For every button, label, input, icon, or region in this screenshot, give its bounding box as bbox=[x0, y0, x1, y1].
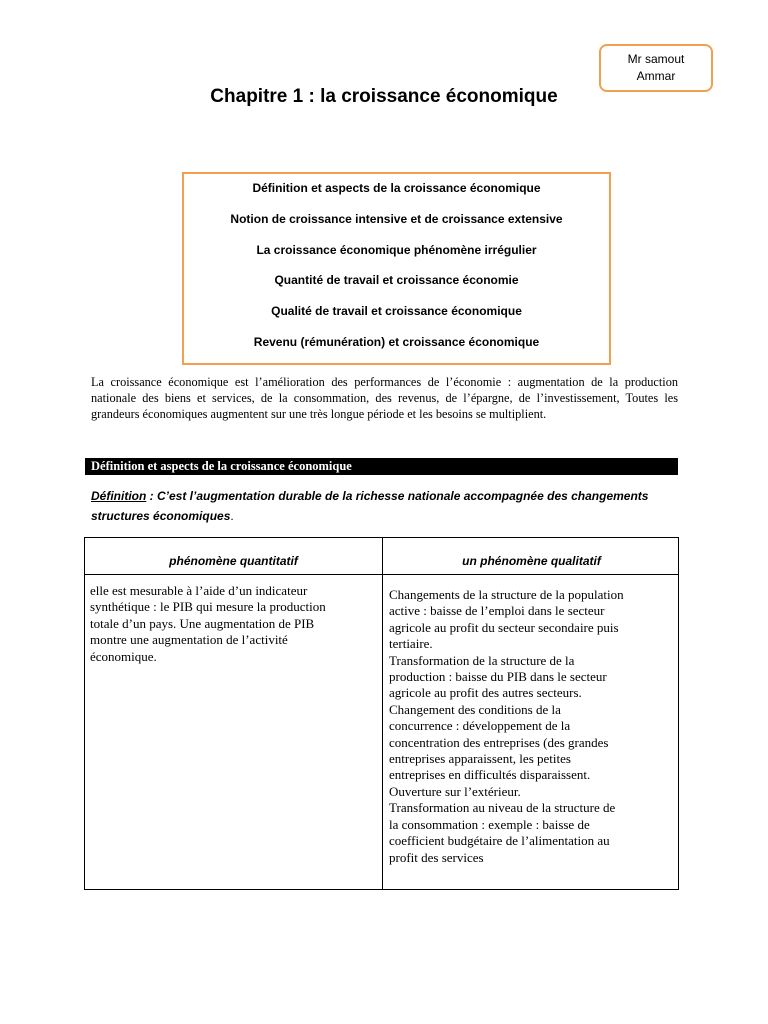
cell-line: tertiaire. bbox=[389, 636, 433, 652]
cell-line: agricole au profit des autres secteurs. bbox=[389, 685, 582, 701]
definition-paragraph bbox=[91, 486, 681, 526]
cell-line: profit des services bbox=[389, 849, 484, 865]
toc-item: Qualité de travail et croissance économique bbox=[271, 304, 522, 318]
cell-line: Ouverture sur l’extérieur. bbox=[389, 783, 521, 799]
header-divider bbox=[85, 574, 678, 575]
column-divider bbox=[382, 538, 383, 889]
toc-item: La croissance économique phénomène irrégulier bbox=[256, 243, 537, 257]
cell-line: Changement des conditions de la bbox=[389, 701, 561, 717]
definition-term: Définition bbox=[91, 489, 147, 503]
cell-line: concurrence : développement de la bbox=[389, 718, 571, 734]
cell-line: entreprises apparaissent, les petites bbox=[389, 751, 571, 767]
toc-item: Notion de croissance intensive et de croissance extensive bbox=[230, 212, 563, 226]
table-of-contents bbox=[182, 172, 611, 365]
page-title: Chapitre 1 : la croissance économique bbox=[210, 86, 558, 107]
qualitative-cell bbox=[389, 587, 624, 866]
cell-line: économique. bbox=[90, 648, 157, 664]
quantitative-cell bbox=[90, 583, 326, 665]
column-header-qualitative: un phénomène qualitatif bbox=[462, 554, 601, 568]
cell-line: Transformation de la structure de la bbox=[389, 652, 575, 668]
section-heading: Définition et aspects de la croissance économique bbox=[85, 458, 678, 475]
cell-line: Transformation au niveau de la structure de bbox=[389, 800, 616, 816]
author-first-name: Mr samout bbox=[627, 52, 685, 66]
cell-line: production : baisse du PIB dans le secteur bbox=[389, 669, 607, 685]
cell-line: entreprises en difficultés disparaissent. bbox=[389, 767, 591, 783]
cell-line: la consommation : exemple : baisse de bbox=[389, 816, 590, 832]
toc-item: Définition et aspects de la croissance économique bbox=[252, 181, 541, 195]
comparison-table bbox=[84, 537, 679, 890]
cell-line: agricole au profit du secteur secondaire puis bbox=[389, 619, 619, 635]
cell-line: active : baisse de l’emploi dans le secteur bbox=[389, 603, 605, 619]
cell-line: montre une augmentation de l’activité bbox=[90, 632, 288, 648]
cell-line: concentration des entreprises (des grandes bbox=[389, 734, 609, 750]
cell-line: Changements de la structure de la population bbox=[389, 587, 624, 602]
cell-line: synthétique : le PIB qui mesure la production bbox=[90, 599, 326, 615]
cell-line: elle est mesurable à l’aide d’un indicateur bbox=[90, 583, 308, 598]
intro-paragraph: La croissance économique est l’amélioration des performances de l’économie : augmentation de la production nationale des biens et services, de la consommation, des revenus, de l’épargne, de l’investissement, Toutes les grandeurs économiques augmentent sur une très longue période et les besoins se multiplient. bbox=[91, 375, 678, 421]
toc-item: Quantité de travail et croissance économie bbox=[274, 273, 519, 287]
definition-end: . bbox=[230, 509, 234, 523]
cell-line: coefficient budgétaire de l’alimentation au bbox=[389, 833, 610, 849]
author-box bbox=[599, 44, 713, 92]
cell-line: totale d’un pays. Une augmentation de PIB bbox=[90, 615, 315, 631]
toc-item: Revenu (rémunération) et croissance économique bbox=[253, 335, 540, 349]
definition-text: : C’est l’augmentation durable de la richesse nationale accompagnée des changements structures économiques bbox=[91, 489, 649, 523]
author-last-name: Ammar bbox=[636, 69, 676, 83]
column-header-quantitative: phénomène quantitatif bbox=[169, 554, 298, 568]
